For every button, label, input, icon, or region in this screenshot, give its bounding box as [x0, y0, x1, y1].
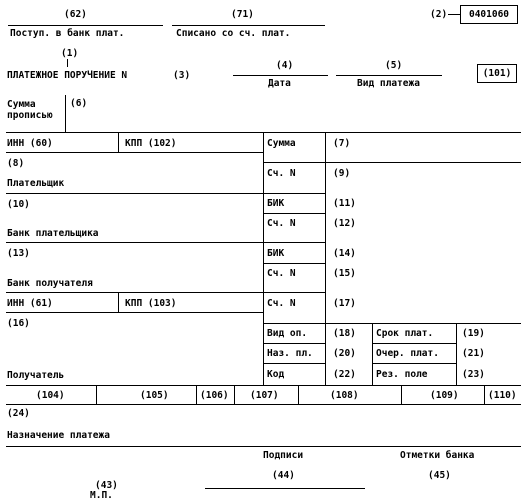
form-title: ПЛАТЕЖНОЕ ПОРУЧЕНИЕ N [7, 70, 128, 81]
field-4-num: (4) [276, 60, 294, 71]
tax-divider-4 [298, 385, 299, 404]
op-block-divider-right [456, 323, 457, 385]
recipient-bank-bik-line [263, 263, 325, 264]
payer-inn-kpp-divider [118, 132, 119, 152]
debited-date-line [172, 25, 325, 26]
recipient-bank-bottom-line [6, 292, 325, 293]
recipient-bank-label: Банк получателя [7, 278, 93, 289]
field-101-box [477, 64, 517, 83]
field-9-num: (9) [333, 168, 351, 179]
field-43-num: (43) [95, 480, 118, 491]
form-code-box [460, 5, 518, 24]
op-block-divider-mid [372, 323, 373, 385]
field-15-num: (15) [333, 268, 356, 279]
field-44-num: (44) [272, 470, 295, 481]
recipient-inn: ИНН (61) [7, 298, 53, 309]
payer-bank-label: Банк плательщика [7, 228, 99, 239]
payer-bank-bottom-line [6, 242, 325, 243]
payer-inn: ИНН (60) [7, 138, 53, 149]
op-type-row-line [263, 343, 325, 344]
field-23-num: (23) [462, 369, 485, 380]
field-45-num: (45) [428, 470, 451, 481]
field-6-num: (6) [70, 98, 88, 109]
field-101-num: (101) [482, 68, 512, 79]
order-label: Очер. плат. [376, 348, 439, 359]
received-label: Поступ. в банк плат. [10, 28, 125, 39]
field-24-num: (24) [7, 408, 30, 419]
recipient-bank-bik: БИК [267, 248, 285, 259]
field-1-num: (1) [61, 48, 79, 59]
field-110-num: (110) [488, 390, 517, 401]
signature-line [205, 488, 365, 489]
field-10-num: (10) [7, 199, 30, 210]
amount-words-label: Сумма прописью [7, 99, 53, 121]
term-row-line [372, 343, 456, 344]
field-5-num: (5) [385, 60, 403, 71]
recipient-kpp: КПП (103) [125, 298, 177, 309]
signatures-label: Подписи [263, 450, 304, 461]
form-code: 0401060 [468, 9, 510, 20]
field-11-num: (11) [333, 198, 356, 209]
debited-label: Списано со сч. плат. [176, 28, 291, 39]
recipient-inn-kpp-divider [118, 292, 119, 312]
field-3-num: (3) [173, 70, 191, 81]
payment-type-label: Вид платежа [357, 78, 420, 89]
tax-divider-3 [234, 385, 235, 404]
purpose-bottom-line [6, 446, 521, 447]
field-1-tick [67, 59, 68, 67]
payer-kpp: КПП (102) [125, 138, 177, 149]
field-106-num: (106) [200, 390, 229, 401]
date-line [233, 75, 328, 76]
form-code-connector [448, 14, 460, 15]
date-label: Дата [268, 78, 291, 89]
field-105-num: (105) [140, 390, 169, 401]
field-16-num: (16) [7, 318, 30, 329]
op-type-label: Вид оп. [267, 328, 308, 339]
op-block-top-line [263, 323, 521, 324]
stamp-label: М.П. [90, 490, 113, 501]
field-71-num: (71) [231, 9, 254, 20]
field-19-num: (19) [462, 328, 485, 339]
sum-label: Сумма [267, 138, 296, 149]
field-21-num: (21) [462, 348, 485, 359]
field-18-num: (18) [333, 328, 356, 339]
recipient-label: Получатель [7, 370, 65, 381]
field-13-num: (13) [7, 248, 30, 259]
tax-divider-1 [96, 385, 97, 404]
field-107-num: (107) [250, 390, 279, 401]
recipient-acc-label: Сч. N [267, 298, 296, 309]
amount-words-divider [65, 95, 66, 132]
field-14-num: (14) [333, 248, 356, 259]
code-label: Код [267, 369, 285, 380]
recipient-inn-row-line [6, 312, 263, 313]
sum-row-line [263, 162, 521, 163]
payer-label: Плательщик [7, 178, 65, 189]
payer-bank-acc-label: Сч. N [267, 218, 296, 229]
order-row-line [372, 363, 456, 364]
field-17-num: (17) [333, 298, 356, 309]
tax-divider-2 [196, 385, 197, 404]
payer-inn-row-line [6, 152, 263, 153]
main-divider-right [325, 132, 326, 385]
tax-divider-5 [401, 385, 402, 404]
payer-bank-bik-line [263, 213, 325, 214]
term-label: Срок плат. [376, 328, 434, 339]
field-22-num: (22) [333, 369, 356, 380]
main-divider-left [263, 132, 264, 385]
field-2-num: (2) [430, 9, 448, 20]
payment-purpose-label: Назначение платежа [7, 430, 110, 441]
purpose-code-label: Наз. пл. [267, 348, 313, 359]
payer-bank-bik: БИК [267, 198, 285, 209]
tax-row-top-line [6, 385, 521, 386]
recipient-bank-acc-label: Сч. N [267, 268, 296, 279]
received-date-line [8, 25, 163, 26]
tax-divider-6 [484, 385, 485, 404]
bank-marks-label: Отметки банка [400, 450, 475, 461]
field-108-num: (108) [330, 390, 359, 401]
payment-type-line [336, 75, 442, 76]
field-62-num: (62) [64, 9, 87, 20]
tax-row-bottom-line [6, 404, 521, 405]
field-8-num: (8) [7, 158, 25, 169]
reserve-label: Рез. поле [376, 369, 428, 380]
field-20-num: (20) [333, 348, 356, 359]
field-7-num: (7) [333, 138, 351, 149]
field-109-num: (109) [430, 390, 459, 401]
purpose-row-line [263, 363, 325, 364]
payer-row-line [6, 193, 325, 194]
field-104-num: (104) [36, 390, 65, 401]
payer-acc-label: Сч. N [267, 168, 296, 179]
field-12-num: (12) [333, 218, 356, 229]
